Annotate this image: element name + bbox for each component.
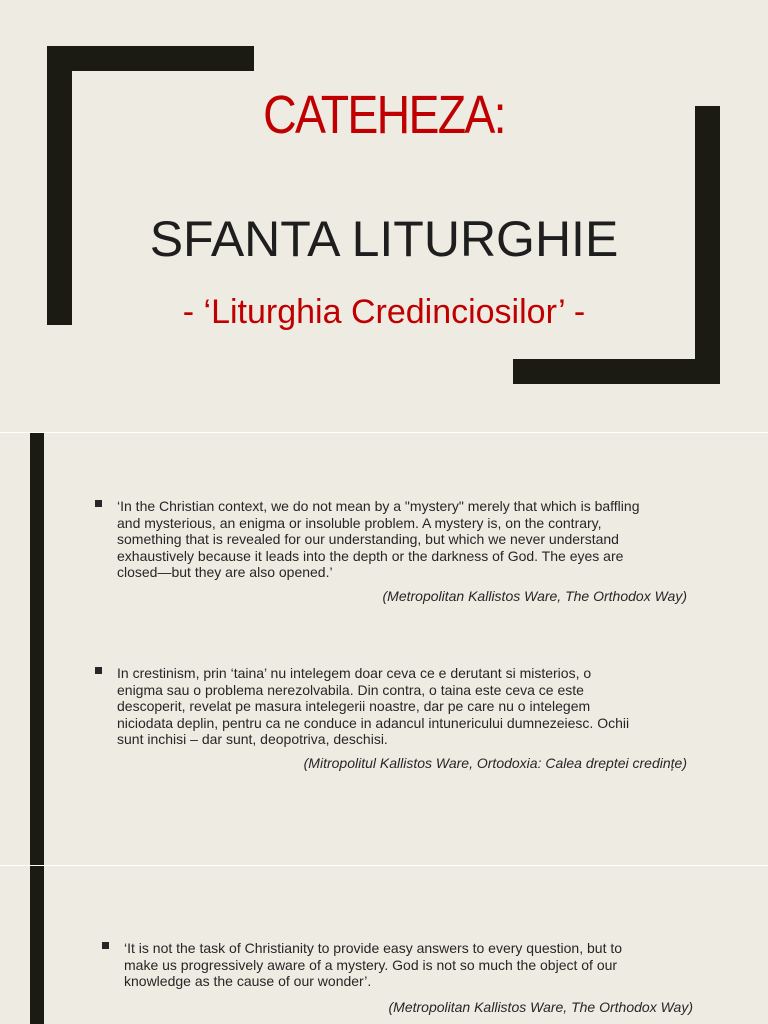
wonder-quote-text: ‘It is not the task of Christianity to provide easy answers to every question, but to make us progressively aware of a mystery. God is not so much the object of our knowledge as the cause of our wonder’.	[124, 940, 623, 989]
slide-title: SFANTA LITURGHIE	[149, 211, 619, 267]
bullet-romanian-quote	[117, 665, 695, 748]
bracket-bottom-right-horizontal	[513, 359, 720, 384]
slide-accent-bar	[30, 866, 44, 1024]
slide-subtitle: - ‘Liturghia Credinciosilor’ -	[182, 293, 586, 331]
square-bullet-icon	[95, 667, 102, 674]
square-bullet-icon	[95, 500, 102, 507]
bullet-wonder-quote	[124, 940, 702, 990]
bullet-english-quote	[117, 498, 695, 581]
square-bullet-icon	[102, 942, 109, 949]
quote-slide	[0, 433, 768, 865]
bracket-top-left-horizontal	[47, 46, 254, 71]
english-citation: (Metropolitan Kallistos Ware, The Orthodox Way)	[382, 588, 687, 604]
slide-accent-bar	[30, 433, 44, 865]
wonder-slide	[0, 866, 768, 1024]
english-quote-text: ‘In the Christian context, we do not mean by a "mystery" merely that which is baffling and mysterious, an enigma or insoluble problem. A mystery is, on the contrary, something that is revealed for our understanding, but which we never understand exhaustively because it leads into the depth or the darkness of God. The eyes are closed—but they are also opened.’	[117, 498, 640, 580]
slide-heading: CATEHEZA:	[263, 85, 505, 145]
romanian-citation: (Mitropolitul Kallistos Ware, Ortodoxia: Calea dreptei credințe)	[303, 755, 687, 771]
wonder-citation: (Metropolitan Kallistos Ware, The Orthodox Way)	[388, 999, 693, 1015]
title-slide	[0, 0, 768, 432]
romanian-quote-text: In crestinism, prin ‘taina’ nu intelegem doar ceva ce e derutant si misterios, o enigma sau o problema nerezolvabila. Din contra, o taina este ceva ce este descoperit, revelat pe masura intelegerii noastre, dar pe care nu o intelegem niciodata deplin, pentru ca ne conduce in adancul intunericului dumnezeiesc. Ochii sunt inchisi – dar sunt, deopotriva, deschisi.	[117, 665, 630, 747]
